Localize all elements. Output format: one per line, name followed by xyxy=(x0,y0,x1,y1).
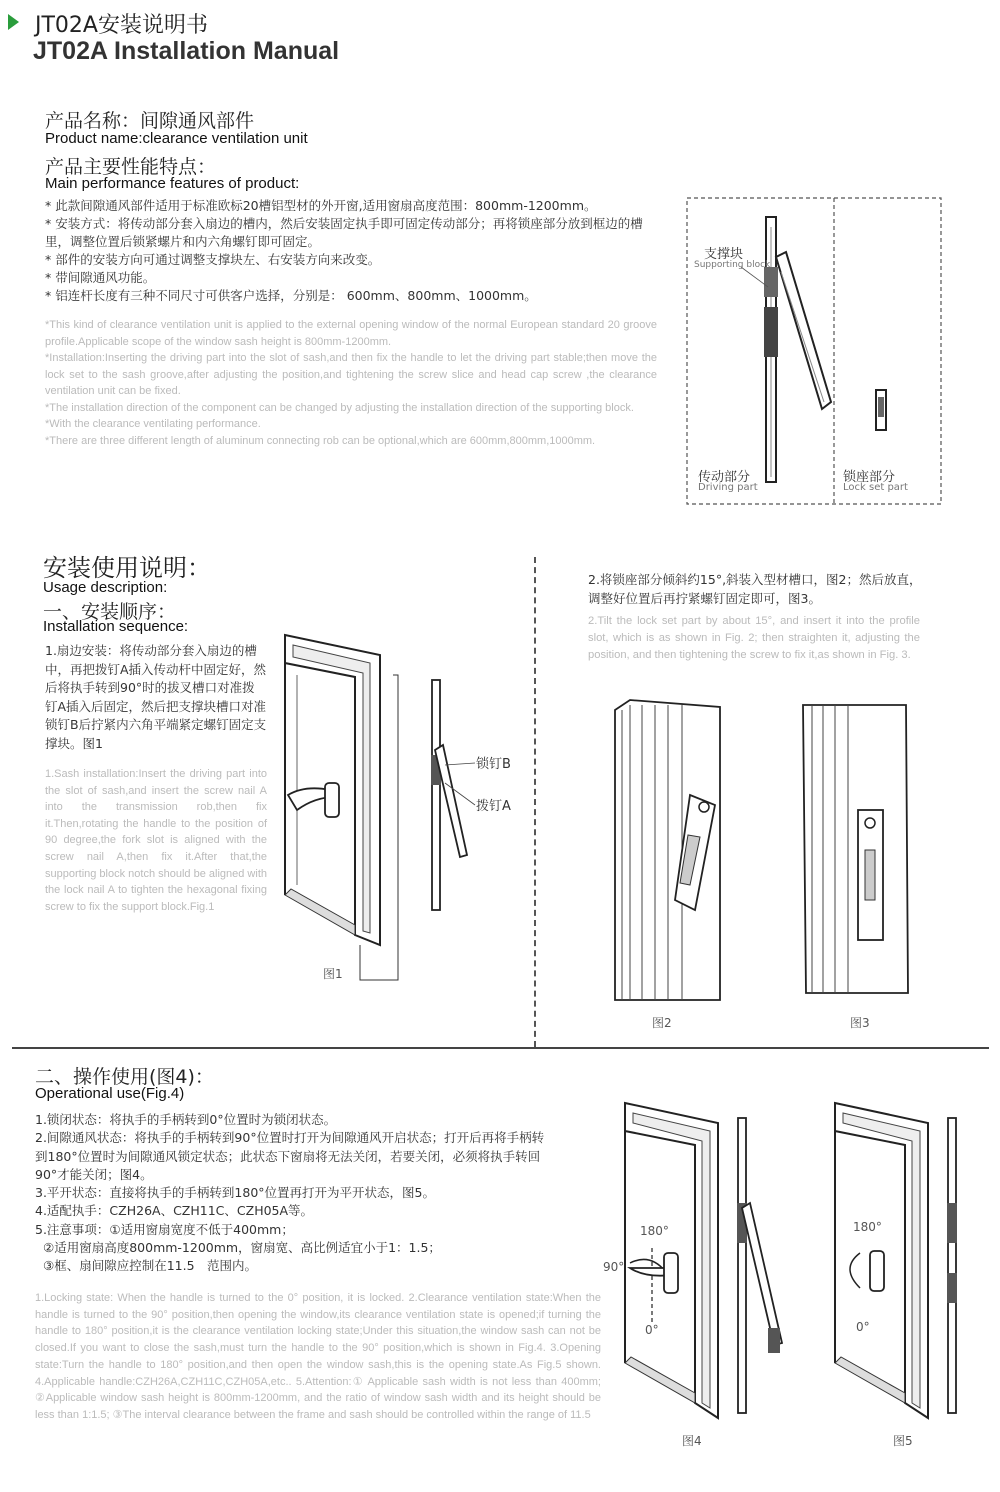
fig4-deg0: 0° xyxy=(645,1323,659,1337)
fig4-label: 图4 xyxy=(682,1434,702,1448)
fig5-deg0: 0° xyxy=(856,1320,870,1334)
operation-title-cn: 二、操作使用(图4)： xyxy=(35,1066,214,1088)
drive-part-label-en: Driving part xyxy=(698,482,758,493)
features-cn: 产品主要性能特点： xyxy=(45,156,217,178)
fig1-label: 图1 xyxy=(323,967,343,981)
pin-a-label: 拨钉A xyxy=(476,799,511,814)
operation-cn-3: 3.平开状态：直接将执手的手柄转到180°位置再打开为平开状态，图5。 xyxy=(35,1185,435,1201)
green-triangle-icon xyxy=(8,14,19,30)
lock-nail-b-label: 锁钉B xyxy=(476,757,511,772)
fig5-label: 图5 xyxy=(893,1434,913,1448)
sequence-title-cn: 一、安装顺序： xyxy=(43,601,177,623)
support-block-label-en: Supporting block xyxy=(694,260,771,270)
fig4-deg90: 90° xyxy=(603,1260,625,1274)
step2-en: 2.Tilt the lock set part by about 15°, and insert it into the profile slot, which is as shown in Fig. 2; then straighten it, adjusting the position, and then tightening the screw to fix it,as shown in Fig. 3. xyxy=(588,615,920,661)
lock-part-label-cn: 锁座部分 xyxy=(843,470,896,485)
features-list-cn xyxy=(45,197,660,305)
fig5-deg180: 180° xyxy=(853,1220,882,1234)
operation-list-cn xyxy=(35,1111,555,1276)
feature-cn-4: * 带间隙通风功能。 xyxy=(45,270,156,285)
features-en: Main performance features of product: xyxy=(45,175,300,192)
operation-cn-7: ③框、扇间隙应控制在11.5 范围内。 xyxy=(43,1258,258,1274)
operation-cn-6: ②适用窗扇高度800mm-1200mm，窗扇宽、高比例适宜小于1：1.5； xyxy=(43,1240,441,1256)
feature-cn-3: * 部件的安装方向可通过调整支撑块左、右安装方向来改变。 xyxy=(45,252,381,267)
operation-cn-4: 4.适配执手：CZH26A、CZH11C、CZH05A等。 xyxy=(35,1203,314,1219)
sequence-title-en: Installation sequence: xyxy=(43,618,189,635)
feature-en-2: *Installation:Inserting the driving part into the slot of sash,and then fix the handle to let the driving part stable;then move the lock set to the sash groove,after adjusting the position,and tightening the screw slice and head cap screw ,the clearance ventilation unit can be fixed. xyxy=(45,352,657,397)
operation-cn-5: 5.注意事项：①适用窗扇宽度不低于400mm； xyxy=(35,1221,294,1237)
step2-cn: 2.将锁座部分倾斜约15°,斜装入型材槽口，图2；然后放直，调整好位置后再拧紧螺钉固定即可，图3。 xyxy=(588,572,922,606)
product-name-cn: 产品名称：间隙通风部件 xyxy=(45,110,255,132)
operation-cn-2: 2.间隙通风状态：将执手的手柄转到90°位置时打开为间隙通风开启状态；打开后再将手柄转到180°位置时为间隙通风锁定状态；此状态下窗扇将无法关闭，若要关闭，必须将执手转回90°才能关闭；图4。 xyxy=(35,1130,545,1182)
feature-cn-1: * 此款间隙通风部件适用于标准欧标20槽铝型材的外开窗,适用窗扇高度范围：800mm-1200mm。 xyxy=(45,198,597,213)
title-cn: JT02A安装说明书 xyxy=(35,13,208,38)
vertical-divider xyxy=(534,557,536,1047)
operation-cn-1: 1.锁闭状态：将执手的手柄转到0°位置时为锁闭状态。 xyxy=(35,1112,337,1127)
feature-en-1: *This kind of clearance ventilation unit is applied to the external opening window of the normal European standard 20 groove profile.Applicable scope of the window sash height is 800mm-1200mm. xyxy=(45,319,657,348)
step1-en: 1.Sash installation:Insert the driving part into the slot of sash,and insert the screw nail A into the transmission rob,then fix it.Then,rotating the handle to the position of 90 degree,the fork slot is aligned with the screw nail A,then fix it.After that,the supporting block notch should be aligned with the lock nail A to tighten the hexagonal fixing screw to fix the support block.Fig.1 xyxy=(45,768,267,913)
title-en: JT02A Installation Manual xyxy=(33,37,340,65)
fig3-label: 图3 xyxy=(850,1016,870,1030)
operation-title-en: Operational use(Fig.4) xyxy=(35,1085,185,1102)
feature-cn-2: * 安装方式：将传动部分套入扇边的槽内，然后安装固定执手即可固定传动部分；再将锁座部分放到框边的槽里，调整位置后锁紧螺片和内六角螺钉即可固定。 xyxy=(45,216,643,249)
feature-en-5: *There are three different length of aluminum connecting rob can be optional,which are 600mm,800mm,1000mm. xyxy=(45,434,596,447)
product-name-en: Product name:clearance ventilation unit xyxy=(45,130,308,147)
figure-2 xyxy=(610,695,725,1005)
lock-part-label-en: Lock set part xyxy=(843,482,908,493)
feature-en-3: *The installation direction of the component can be changed by adjusting the installation direction of the supporting block. xyxy=(45,401,634,414)
usage-title-cn: 安装使用说明： xyxy=(43,554,211,582)
drive-part-label-cn: 传动部分 xyxy=(698,470,751,485)
feature-cn-5: * 铝连杆长度有三种不同尺寸可供客户选择，分别是： 600mm、800mm、1000mm。 xyxy=(45,288,537,303)
features-list-en xyxy=(45,317,657,449)
step1-cn: 1.扇边安装：将传动部分套入扇边的槽中，再把拨钉A插入传动杆中固定好，然后将执手转到90°时的拔叉槽口对准拨钉A插入后固定，然后把支撑块槽口对准锁钉B后拧紧内六角平端紧定螺钉固定支撑块。图1 xyxy=(45,643,267,751)
figure-5 xyxy=(830,1103,1000,1423)
usage-title-en: Usage description: xyxy=(43,579,168,596)
operation-text-en: 1.Locking state: When the handle is turned to the 0° position, it is locked. 2.Clearance ventilation state:When the handle is turned to the 90° position,then opening the window,its clearance ventilation state is opened;if turning the handle to 180° position,it is the clearance ventilation locking state;Under this situation,the window sash can not be closed.If you want to close the sash,must turn the handle to the 90° position,which is shown in Fig.4. 3.Opening state:Turn the handle to 180° position,and then open the window sash,this is the opening state.As Fig.5 shown. 4.Applicable handle:CZH26A,CZH11C,CZH05A,etc.. 5.Attention:① Applicable sash width is not less than 400mm; ②Applicable window sash height is 800mm-1200mm, and the ratio of window sash width and its height should be less than 1:1.5; ③The interval clearance between the frame and sash should be controlled within the range of 11.5 xyxy=(35,1292,601,1421)
figure-3 xyxy=(798,695,913,995)
fig2-label: 图2 xyxy=(652,1016,672,1030)
fig4-deg180: 180° xyxy=(640,1224,669,1238)
support-block-label-cn: 支撑块 xyxy=(704,247,744,262)
horizontal-divider xyxy=(12,1047,989,1049)
figure-4 xyxy=(600,1103,800,1423)
feature-en-4: *With the clearance ventilating performance. xyxy=(45,418,261,430)
